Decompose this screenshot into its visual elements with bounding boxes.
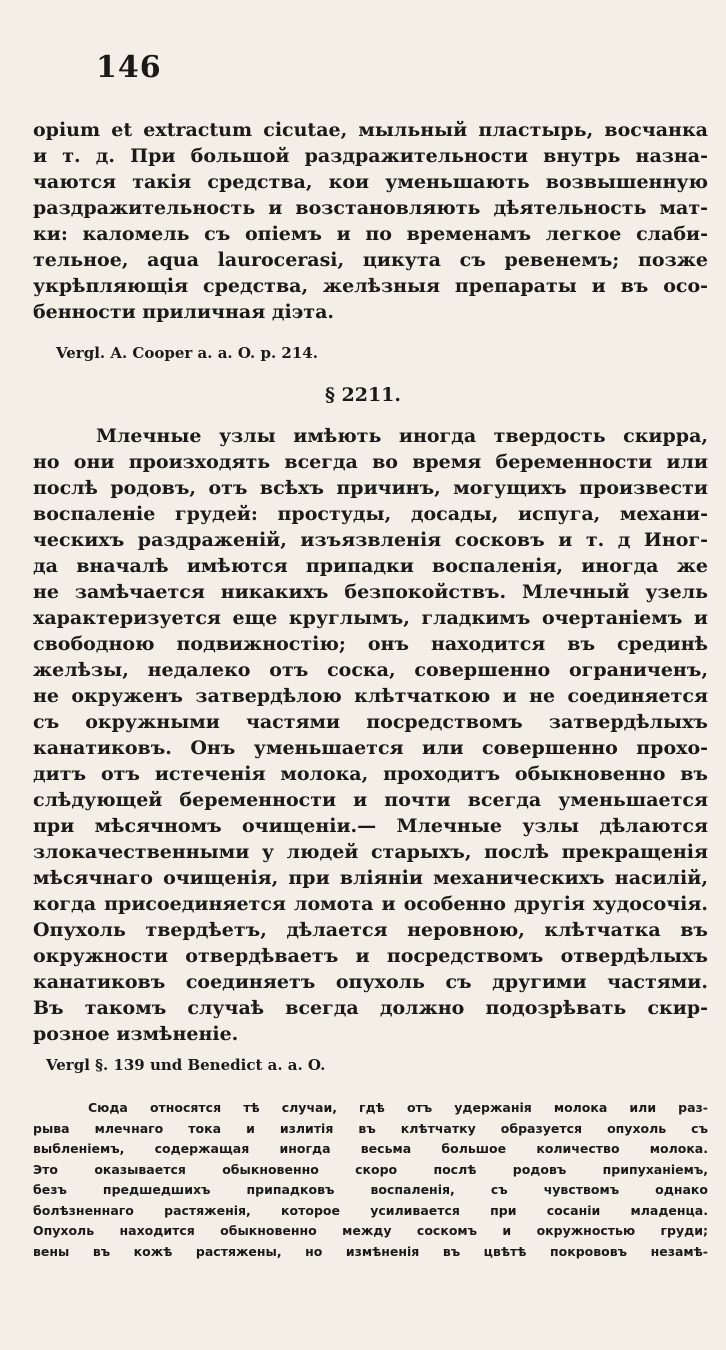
text-line: Это оказывается обыкновенно скоро послѣ родовъ припуханіемъ,	[33, 1161, 708, 1177]
text-line: и т. д. При большой раздражительности внутрь назна-	[33, 145, 708, 167]
text-line: да вначалѣ имѣются припадки воспаленія, иногда же	[33, 555, 708, 577]
text-line: вены въ кожѣ растяжены, но измѣненія въ цвѣтѣ покрововъ незамѣ-	[33, 1243, 708, 1259]
text-line: канатиковъ. Онъ уменьшается или совершенно прохо-	[33, 737, 708, 759]
text-line: opium et extractum cicutae, мыльный пластырь, восчанка	[33, 119, 708, 141]
text-line: Въ такомъ случаѣ всегда должно подозрѣвать скир-	[33, 997, 708, 1019]
text-line: желѣзы, недалеко отъ соска, совершенно ограниченъ,	[33, 659, 708, 681]
text-line: Сюда относятся тѣ случаи, гдѣ отъ удержанія молока или раз-	[88, 1100, 708, 1115]
text-line: тельное, aqua laurocerasi, цикута съ ревенемъ; позже	[33, 249, 708, 271]
page-number: 146	[96, 50, 162, 85]
text-line: ки: каломель съ опіемъ и по временамъ легкое слаби-	[33, 223, 708, 245]
text-line: слѣдующей беременности и почти всегда уменьшается	[33, 789, 708, 811]
text-line: раздражительность и возстановляють дѣятельность мат-	[33, 197, 708, 219]
text-line: дитъ отъ истеченія молока, проходитъ обыкновенно въ	[33, 763, 708, 785]
text-line: съ окружными частями посредствомъ затвердѣлыхъ	[33, 711, 708, 733]
text-line: укрѣпляющія средства, желѣзныя препараты и въ осо-	[33, 275, 708, 297]
text-line: мѣсячнаго очищенія, при вліяніи механическихъ насилій,	[33, 867, 708, 889]
text-line: характеризуется еще круглымъ, гладкимъ очертаніемъ и	[33, 607, 708, 629]
text-line: не замѣчается никакихъ безпокойствъ. Млечный узель	[33, 581, 708, 603]
text-line: когда присоединяется ломота и особенно другія худосочія.	[33, 893, 708, 915]
text-line: Опухоль твердѣетъ, дѣлается неровною, клѣтчатка въ	[33, 919, 708, 941]
section-heading: § 2211.	[324, 384, 402, 406]
reference-note: Vergl. A. Cooper a. a. O. p. 214.	[56, 344, 318, 362]
text-line: бенности приличная діэта.	[33, 301, 334, 323]
text-line: окружности отвердѣваетъ и посредствомъ отвердѣлыхъ	[33, 945, 708, 967]
text-line: канатиковъ соединяетъ опухоль съ другими частями.	[33, 971, 708, 993]
text-line: Опухоль находится обыкновенно между соскомъ и окружностью груди;	[33, 1223, 708, 1238]
text-line: безъ предшедшихъ припадковъ воспаленія, съ чувствомъ однако	[33, 1182, 708, 1197]
paragraph-continuation	[33, 117, 708, 325]
text-line: ческихъ раздраженій, изъязвленія сосковъ и т. д Иног-	[33, 529, 708, 551]
section-body	[33, 423, 708, 1047]
text-line: болѣзненнаго растяженія, которое усиливается при сосаніи младенца.	[33, 1202, 708, 1218]
text-line: свободною подвижностію; онъ находится въ срединѣ	[33, 633, 708, 655]
text-line: при мѣсячномъ очищеніи.— Млечные узлы дѣлаются	[33, 815, 708, 837]
text-line: Млечные узлы имѣють иногда твердость скирра,	[96, 425, 708, 447]
text-line: послѣ родовъ, отъ всѣхъ причинъ, могущихъ произвести	[33, 477, 708, 499]
reference-note: Vergl §. 139 und Benedict a. a. O.	[46, 1056, 326, 1074]
text-line: чаются такія средства, кои уменьшають возвышенную	[33, 171, 708, 193]
text-line: злокачественными у людей старыхъ, послѣ прекращенія	[33, 841, 708, 863]
small-print-paragraph	[33, 1098, 708, 1262]
text-line: не окруженъ затвердѣлою клѣтчаткою и не соединяется	[33, 685, 708, 707]
text-line: но они произходять всегда во время беременности или	[33, 451, 708, 473]
text-line: выбленіемъ, содержащая иногда весьма большое количество молока.	[33, 1141, 708, 1156]
text-line: воспаленіе грудей: простуды, досады, испуга, механи-	[33, 503, 708, 525]
text-line: рыва млечнаго тока и излитія въ клѣтчатку образуется опухоль съ	[33, 1120, 708, 1136]
text-line: розное измѣненіе.	[33, 1023, 239, 1045]
